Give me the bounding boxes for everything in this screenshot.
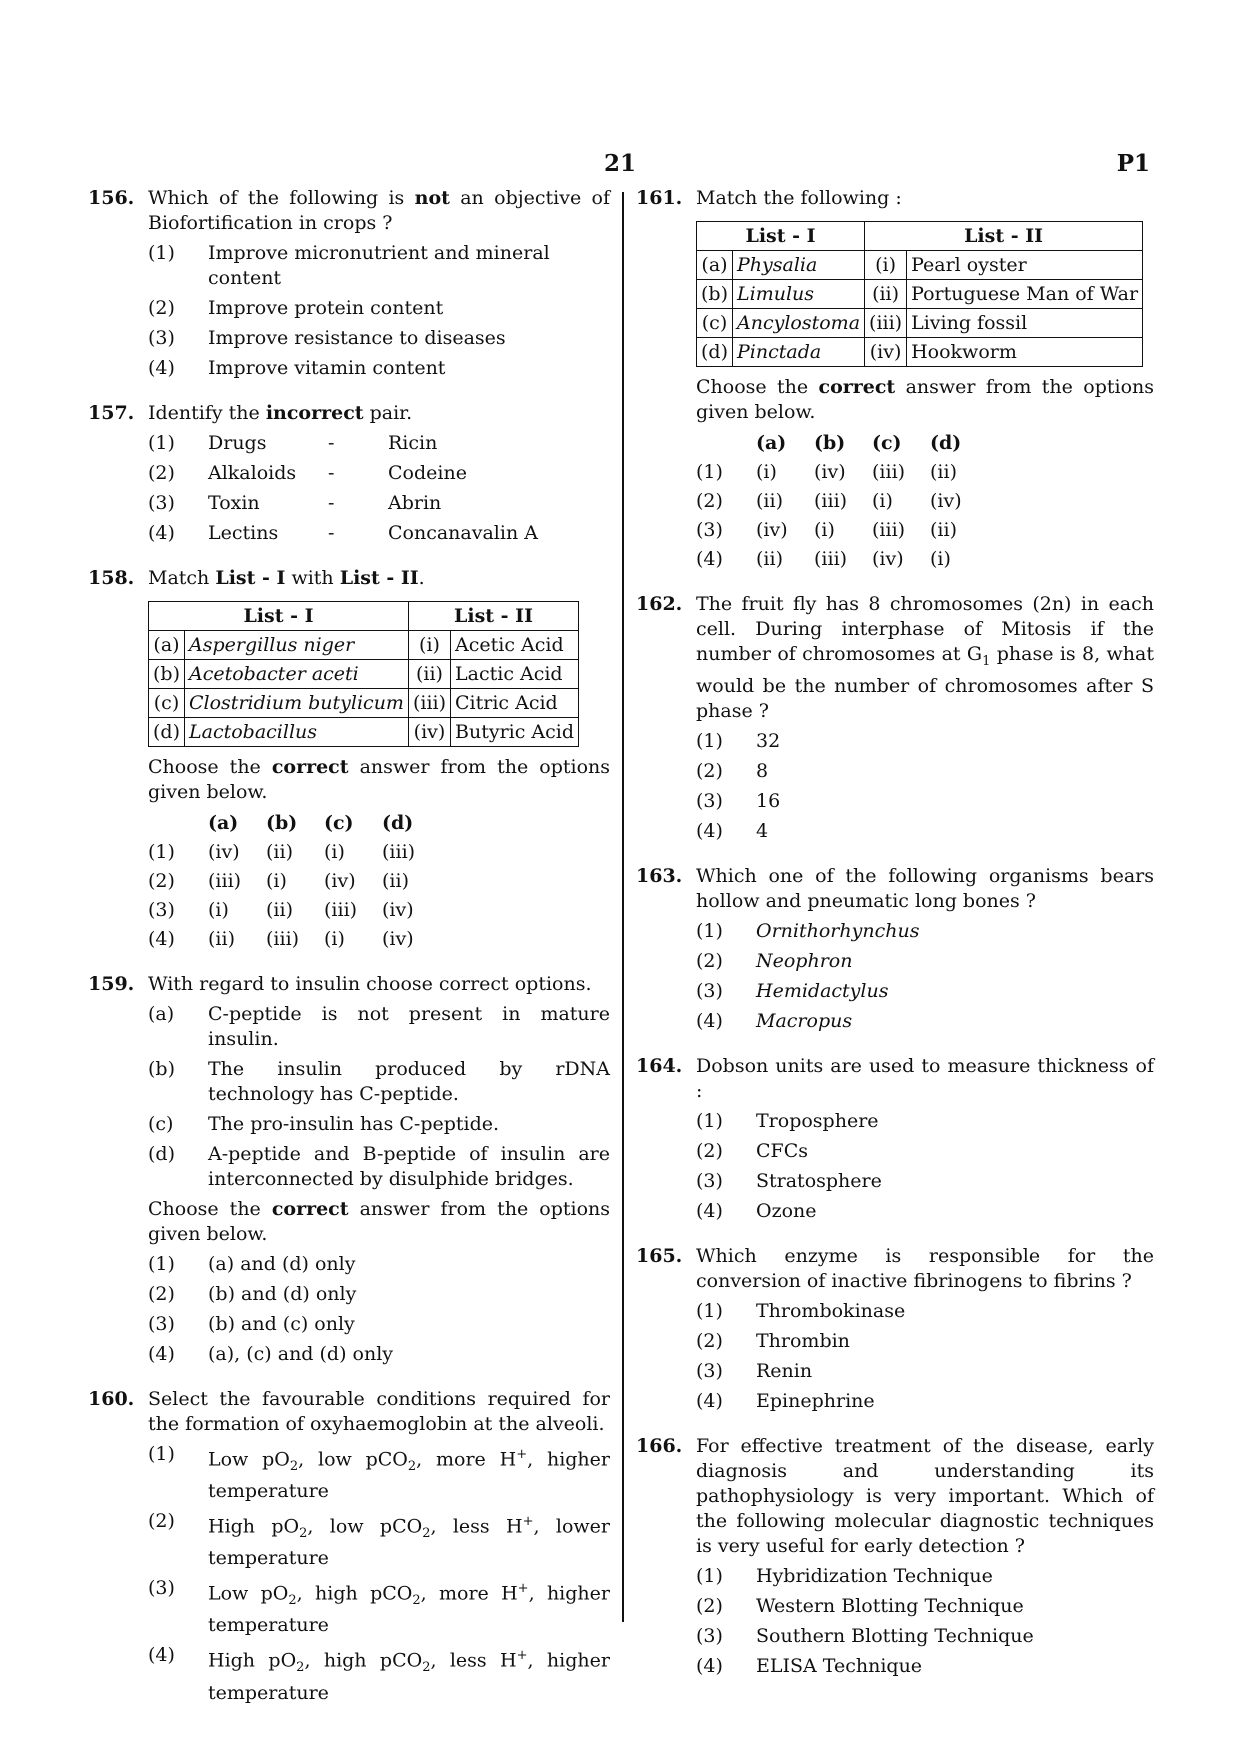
table-row: (b) Limulus (ii) Portuguese Man of War [697, 280, 1143, 309]
option: (4) 4 [696, 819, 769, 842]
option: (2) Western Blotting Technique [696, 1594, 1024, 1617]
question-text: Match List - I with List - II. [148, 567, 425, 589]
option: (3) Improve resistance to diseases [148, 327, 506, 349]
question-number: 160. [88, 1388, 135, 1410]
question-text: Which one of the following organisms bears hollow and pneumatic long bones ? [696, 864, 1154, 912]
table-row: (d) Pinctada (iv) Hookworm [697, 338, 1143, 367]
question-text: The fruit fly has 8 chromosomes (2n) in each cell. During interphase of Mitosis if the number of chromosomes at $G_1$ phase is 8, what would be the number of chromosomes after S phase ? [696, 593, 1154, 722]
option: (1) Improve micronutrient and mineral content [148, 242, 550, 289]
table-row: (a) Physalia (i) Pearl oyster [697, 251, 1143, 280]
instruction-text: Choose the correct answer from the options given below. [148, 1198, 610, 1245]
option: (1) Ornithorhynchus [696, 919, 920, 942]
option: (3) Hemidactylus [696, 979, 889, 1002]
option: (4) Improve vitamin content [148, 357, 446, 379]
statement: (c) The pro-insulin has C-peptide. [148, 1113, 500, 1135]
option: (2) High $pO_2$, low pCO$_2$, less H+, lower temperature [148, 1510, 610, 1570]
question-number: 166. [636, 1434, 683, 1457]
question-number: 163. [636, 864, 683, 887]
answer-grid: (a) (b) (c) (d) (1) (i) (iv) (iii) (ii) (2) (ii) (iii) (i) (iv) (3) (iv) (i) (iii) (ii) (4) (ii) (iii) (iv) (i) [696, 432, 962, 570]
question-160 [88, 1387, 610, 1706]
option: (3) Toxin - Abrin [148, 492, 442, 514]
option: (2) CFCs [696, 1139, 809, 1162]
right-column [636, 186, 1154, 1699]
page-number: 21 [603, 150, 636, 177]
table-row: (b) Acetobacter aceti (ii) Lactic Acid [149, 660, 579, 689]
option: (3) Renin [696, 1359, 813, 1382]
option: (4) (a), (c) and (d) only [148, 1343, 394, 1365]
option: (1) Hybridization Technique [696, 1564, 993, 1587]
option: (4) ELISA Technique [696, 1654, 923, 1677]
option: (4) Lectins - Concanavalin A [148, 522, 538, 544]
question-text: Match the following : [696, 187, 902, 209]
question-number: 156. [88, 187, 135, 209]
match-table: List - I List - II (a) Aspergillus niger (i) Acetic Acid (b) Acetobacter aceti (ii) Lactic Acid (c) Clostridium butylicum (iii) Citric Acid (d) Lactobacillus (iv) Butyric Acid [148, 601, 579, 747]
option: (3) (b) and (c) only [148, 1313, 355, 1335]
option: (2) Alkaloids - Codeine [148, 462, 467, 484]
option: (4) Epinephrine [696, 1389, 875, 1412]
table-row: (c) Ancylostoma (iii) Living fossil [697, 309, 1143, 338]
statement: (a) C-peptide is not present in mature insulin. [148, 1003, 610, 1050]
instruction-text: Choose the correct answer from the options given below. [696, 376, 1154, 423]
question-161 [636, 186, 1154, 572]
question-159 [88, 972, 610, 1367]
question-156 [88, 186, 610, 381]
question-number: 164. [636, 1054, 683, 1077]
table-row: (d) Lactobacillus (iv) Butyric Acid [149, 718, 579, 747]
option: (4) Ozone [696, 1199, 817, 1222]
option: (1) Drugs - Ricin [148, 432, 438, 454]
question-number: 161. [636, 187, 683, 209]
table-row: (a) Aspergillus niger (i) Acetic Acid [149, 631, 579, 660]
option: (2) Thrombin [696, 1329, 850, 1352]
statement: (d) A-peptide and B-peptide of insulin are interconnected by disulphide bridges. [148, 1143, 610, 1190]
question-166 [636, 1434, 1154, 1679]
question-text: Which of the following is not an objective of Biofortification in crops ? [148, 187, 610, 234]
option: (4) Macropus [696, 1009, 853, 1032]
left-column [88, 186, 610, 1726]
option: (1) (a) and (d) only [148, 1253, 356, 1275]
answer-grid: (a) (b) (c) (d) (1) (iv) (ii) (i) (iii) (2) (iii) (i) (iv) (ii) (3) (i) (ii) (iii) (iv) (4) (ii) (iii) (i) (iv) [148, 812, 416, 950]
table-row: (c) Clostridium butylicum (iii) Citric Acid [149, 689, 579, 718]
option: (2) (b) and (d) only [148, 1283, 357, 1305]
instruction-text: Choose the correct answer from the options given below. [148, 756, 610, 803]
question-162 [636, 592, 1154, 844]
option: (1) Low $pO_2$, low pCO$_2$, more H+, higher temperature [148, 1443, 610, 1503]
paper-code: P1 [1116, 150, 1150, 177]
question-number: 159. [88, 973, 135, 995]
question-165 [636, 1244, 1154, 1414]
question-text: With regard to insulin choose correct options. [148, 973, 592, 995]
question-164 [636, 1054, 1154, 1224]
question-number: 157. [88, 402, 135, 424]
option: (3) Stratosphere [696, 1169, 882, 1192]
question-number: 165. [636, 1244, 683, 1267]
question-163 [636, 864, 1154, 1034]
option: (2) 8 [696, 759, 769, 782]
question-number: 158. [88, 567, 135, 589]
question-157 [88, 401, 610, 546]
option: (1) Thrombokinase [696, 1299, 906, 1322]
option: (3) Southern Blotting Technique [696, 1624, 1034, 1647]
question-158 [88, 566, 610, 952]
question-text: Which enzyme is responsible for the conversion of inactive fibrinogens to fibrins ? [696, 1244, 1154, 1292]
statement: (b) The insulin produced by rDNA technology has C-peptide. [148, 1058, 610, 1105]
question-text: Select the favourable conditions required for the formation of oxyhaemoglobin at the alveoli. [148, 1388, 610, 1435]
question-text: Identify the incorrect pair. [148, 402, 413, 424]
question-number: 162. [636, 593, 683, 615]
option: (3) 16 [696, 789, 781, 812]
option: (3) Low $pO_2$, high pCO$_2$, more H+, higher temperature [148, 1577, 610, 1637]
option: (1) Troposphere [696, 1109, 879, 1132]
question-text: Dobson units are used to measure thickness of : [696, 1054, 1154, 1102]
option: (4) High $pO_2$, high pCO$_2$, less H+, higher temperature [148, 1644, 610, 1704]
option: (1) 32 [696, 729, 781, 752]
match-table: List - I List - II (a) Physalia (i) Pearl oyster (b) Limulus (ii) Portuguese Man of War (c) Ancylostoma (iii) Living fossil (d) Pinctada (iv) Hookworm [696, 221, 1143, 367]
option: (2) Neophron [696, 949, 853, 972]
question-text: For effective treatment of the disease, early diagnosis and understanding its pathophysiology is very important. Which of the following molecular diagnostic techniques is very useful for early detection ? [696, 1434, 1154, 1557]
column-divider [622, 192, 624, 1622]
option: (2) Improve protein content [148, 297, 444, 319]
